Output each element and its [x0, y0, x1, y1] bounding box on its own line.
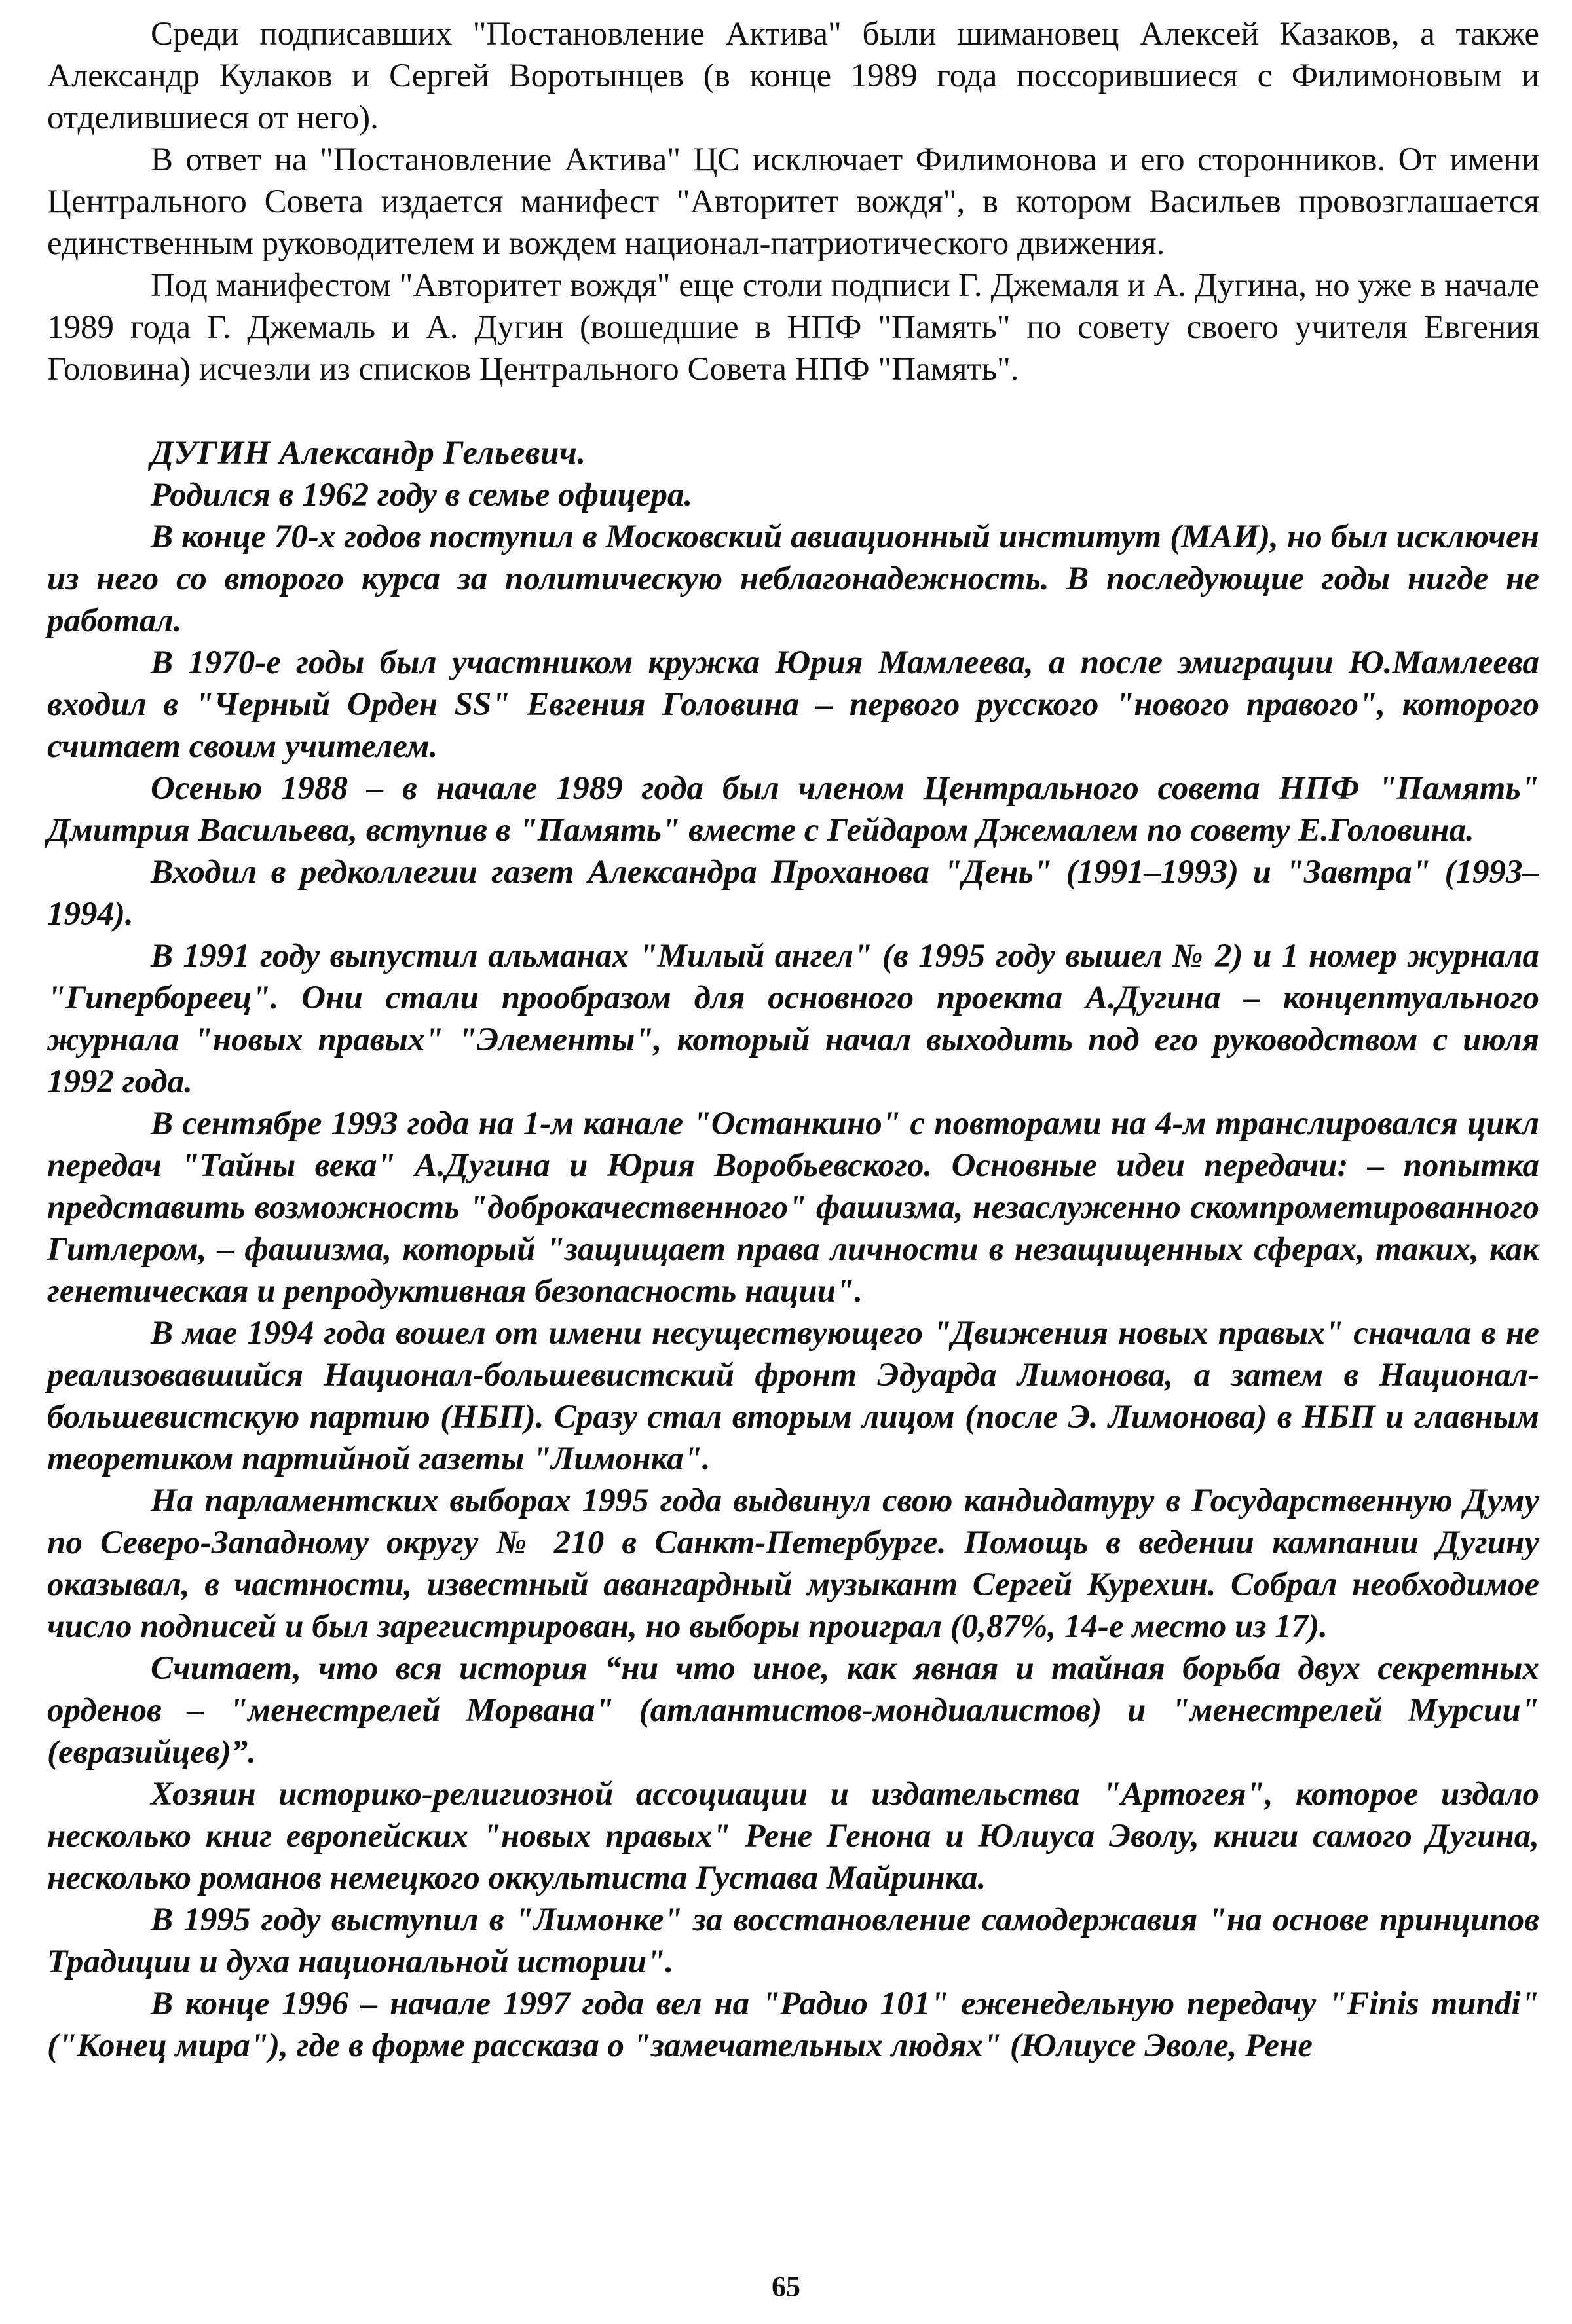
document-page [47, 13, 1539, 2067]
bio-paragraph-almanac: В 1991 году выпустил альманах "Милый ангел" (в 1995 году вышел № 2) и 1 номер журнала "Гиперборeец". Они стали прообразом для основного проекта А.Дугина – концептуального журнала "новых правых" "Элементы", который начал выходить под его руководством с июля 1992 года. [47, 938, 1539, 1100]
bio-paragraph-elections: На парламентских выборах 1995 года выдвинул свою кандидатуру в Государственную Думу по Северо-Западному округу № 210 в Санкт-Петербурге. Помощь в ведении кампании Дугину оказывал, в частности, известный авангардный музыкант Сергей Курехин. Собрал необходимое число подписей и был зарегистрирован, но выборы проиграл (0,87%, 14-е место из 17). [47, 1483, 1539, 1645]
bio-paragraph-mai: В конце 70-х годов поступил в Московский авиационный институт (МАИ), но был исключен из него со второго курса за политическую неблагонадежность. В последующие годы нигде не работал. [47, 519, 1539, 639]
bio-paragraph-mamleev: В 1970-е годы был участником кружка Юрия Мамлеева, а после эмиграции Ю.Мамлеева входил в "Черный Орден SS" Евгения Головина – первого русского "нового правого", которого считает своим учителем. [47, 644, 1539, 765]
bio-paragraph-limonka: В 1995 году выступил в "Лимонке" за восстановление самодержавия "на основе принципов Традиции и духа национальной истории". [47, 1902, 1539, 1980]
bio-paragraph-tv: В сентябре 1993 года на 1-м канале "Останкино" с повторами на 4-м транслировался цикл передач "Тайны века" А.Дугина и Юрия Воробьевского. Основные идеи передачи: – попытка представить возможность "доброкачественного" фашизма, незаслуженно скомпрометированного Гитлером, – фашизма, который "защищает права личности в незащищенных сферах, таких, как генетическая и репродуктивная безопасность нации". [47, 1105, 1539, 1310]
intro-paragraph-3: Под манифестом "Авторитет вождя" еще столи подписи Г. Джемаля и А. Дугина, но уже в начале 1989 года Г. Джемаль и А. Дугин (вошедшие в НПФ "Память" по совету своего учителя Евгения Головина) исчезли из списков Центрального Совета НПФ "Память". [47, 267, 1539, 388]
bio-paragraph-editorial: Входил в редколлегии газет Александра Проханова "День" (1991–1993) и "Завтра" (1993–1994). [47, 854, 1539, 932]
bio-paragraph-artogeya: Хозяин историко-религиозной ассоциации и издательства "Артогея", которое издало несколько книг европейских "новых правых" Рене Генона и Юлиуса Эволу, книги самого Дугина, несколько романов немецкого оккультиста Густава Майринка. [47, 1776, 1539, 1896]
page-number: 65 [772, 2270, 800, 2302]
bio-paragraph-birth: Родился в 1962 году в семье офицера. [151, 477, 693, 513]
bio-paragraph-pamyat: Осенью 1988 – в начале 1989 года был членом Центрального совета НПФ "Память" Дмитрия Васильева, вступив в "Память" вместе с Гейдаром Джемалем по совету Е.Головина. [47, 770, 1539, 849]
intro-paragraph-1: Среди подписавших "Постановление Актива" были шимановец Алексей Казаков, а также Александр Кулаков и Сергей Воротынцев (в конце 1989 года поссорившиеся с Филимоновым и отделившиеся от него). [47, 16, 1539, 136]
bio-paragraph-history: Считает, что вся история “ни что иное, как явная и тайная борьба двух секретных орденов – "менестрелей Морвана" (атлантистов-мондиалистов) и "менестрелей Мурсии" (евразийцев)”. [47, 1650, 1539, 1771]
section-spacer [47, 390, 1539, 432]
bio-paragraph-nbp: В мае 1994 года вошел от имени несуществующего "Движения новых правых" сначала в не реализовавшийся Национал-большевистский фронт Эдуарда Лимонова, а затем в Национал-большевистскую партию (НБП). Сразу стал вторым лицом (после Э. Лимонова) в НБП и главным теоретиком партийной газеты "Лимонка". [47, 1315, 1539, 1477]
bio-paragraph-radio: В конце 1996 – начале 1997 года вел на "Радио 101" еженедельную передачу "Finis mundi" ("Конец мира"), где в форме рассказа о "замечательных людях" (Юлиусе Эволе, Рене [47, 1985, 1539, 2064]
intro-paragraph-2: В ответ на "Постановление Актива" ЦС исключает Филимонова и его сторонников. От имени Центрального Совета издается манифест "Авторитет вождя", в котором Васильев провозглашается единственным руководителем и вождем национал-патриотического движения. [47, 141, 1539, 262]
biography-heading: ДУГИН Александр Гельевич. [151, 435, 586, 471]
